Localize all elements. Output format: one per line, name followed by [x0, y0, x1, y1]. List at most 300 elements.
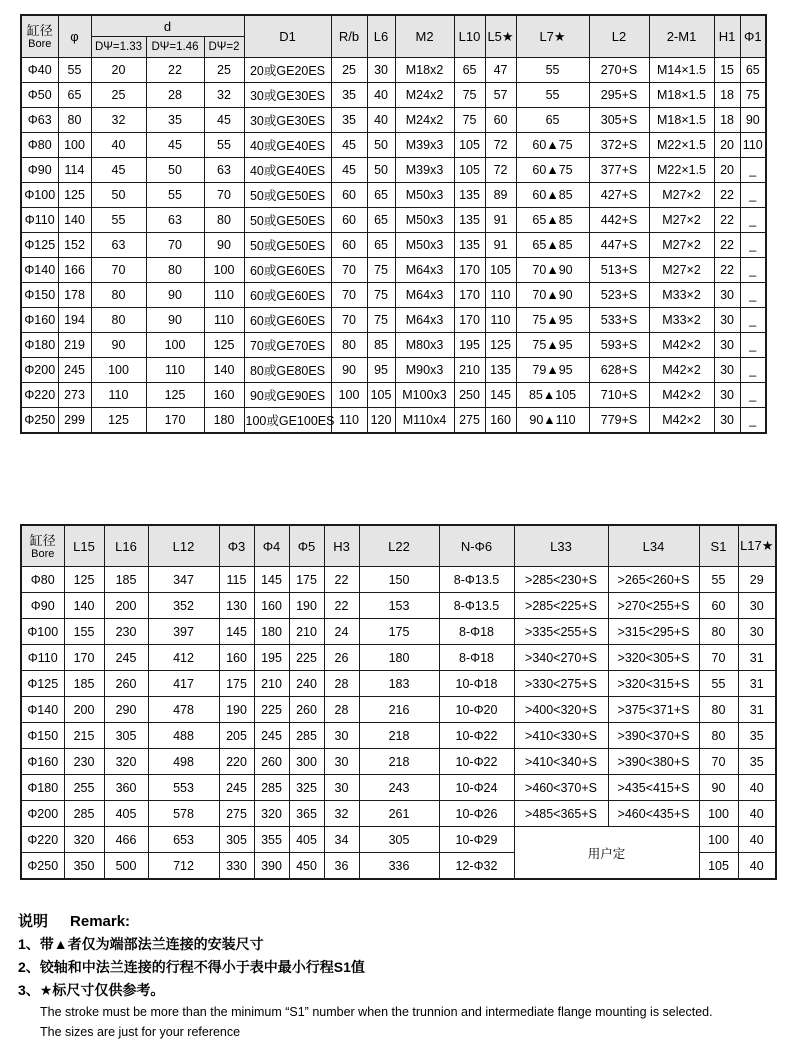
value-cell: 190 — [219, 697, 254, 723]
bore-cell: Φ150 — [21, 723, 64, 749]
spec-sheet-page — [0, 14, 790, 1039]
value-cell: 60或GE60ES — [244, 308, 331, 333]
value-cell: 40 — [367, 83, 395, 108]
table-row — [21, 749, 776, 775]
value-cell: 360 — [104, 775, 148, 801]
bore-label-en: Bore — [28, 38, 52, 50]
value-cell: 30 — [714, 283, 740, 308]
value-cell: 377+S — [589, 158, 649, 183]
value-cell: 60或GE60ES — [244, 258, 331, 283]
dimension-table-1 — [20, 14, 767, 434]
value-cell: M64x3 — [395, 308, 454, 333]
value-cell: 478 — [148, 697, 219, 723]
value-cell: 347 — [148, 567, 219, 593]
value-cell: 34 — [324, 827, 359, 853]
value-cell: 243 — [359, 775, 439, 801]
value-cell: M50x3 — [395, 233, 454, 258]
table2-header-l17: L17★ — [738, 525, 776, 567]
value-cell: 32 — [324, 801, 359, 827]
table2-header-l34: L34 — [608, 525, 699, 567]
value-cell: 40或GE40ES — [244, 133, 331, 158]
value-cell: 35 — [738, 723, 776, 749]
bore-cell: Φ200 — [21, 801, 64, 827]
value-cell: 91 — [485, 233, 516, 258]
value-cell: 8-Φ18 — [439, 619, 514, 645]
value-cell: >270<255+S — [608, 593, 699, 619]
value-cell: 125 — [146, 383, 204, 408]
value-cell: 230 — [64, 749, 104, 775]
value-cell: 336 — [359, 853, 439, 880]
value-cell: 120 — [367, 408, 395, 434]
value-cell: 110 — [204, 283, 244, 308]
value-cell: 200 — [64, 697, 104, 723]
value-cell: 10-Φ18 — [439, 671, 514, 697]
table1-header-d-2: DΨ=2 — [204, 37, 244, 58]
value-cell: 65 — [367, 183, 395, 208]
value-cell: 63 — [204, 158, 244, 183]
value-cell: 26 — [324, 645, 359, 671]
value-cell: 110 — [331, 408, 367, 434]
value-cell: 70 — [331, 308, 367, 333]
value-cell: M18×1.5 — [649, 83, 714, 108]
value-cell: 710+S — [589, 383, 649, 408]
value-cell: 498 — [148, 749, 219, 775]
table-row — [21, 358, 766, 383]
bore-cell: Φ160 — [21, 308, 58, 333]
value-cell: 533+S — [589, 308, 649, 333]
value-cell: 65 — [454, 58, 485, 83]
remark-item-3: 3、★标尺寸仅供参考。 — [18, 982, 165, 998]
table1-header-l10: L10 — [454, 15, 485, 58]
value-cell: M42×2 — [649, 333, 714, 358]
value-cell: 155 — [64, 619, 104, 645]
value-cell: 442+S — [589, 208, 649, 233]
value-cell: 32 — [204, 83, 244, 108]
value-cell: 100 — [58, 133, 91, 158]
bore-cell: Φ63 — [21, 108, 58, 133]
bore-cell: Φ250 — [21, 408, 58, 434]
value-cell: 170 — [454, 308, 485, 333]
value-cell: 30或GE30ES — [244, 108, 331, 133]
value-cell: M18×1.5 — [649, 108, 714, 133]
value-cell: 397 — [148, 619, 219, 645]
value-cell: 32 — [91, 108, 146, 133]
value-cell: 30或GE30ES — [244, 83, 331, 108]
table-row — [21, 283, 766, 308]
value-cell: 70 — [699, 749, 738, 775]
bore-cell: Φ220 — [21, 383, 58, 408]
table-row — [21, 619, 776, 645]
table-row — [21, 723, 776, 749]
table-row — [21, 645, 776, 671]
value-cell: 90 — [740, 108, 766, 133]
value-cell: 160 — [219, 645, 254, 671]
table1-header-d1: D1 — [244, 15, 331, 58]
value-cell: 170 — [146, 408, 204, 434]
value-cell: 500 — [104, 853, 148, 880]
value-cell: 75▲95 — [516, 333, 589, 358]
value-cell: 110 — [91, 383, 146, 408]
value-cell: 190 — [289, 593, 324, 619]
bore-cell: Φ200 — [21, 358, 58, 383]
value-cell: M18x2 — [395, 58, 454, 83]
value-cell: 30 — [714, 408, 740, 434]
table-row — [21, 233, 766, 258]
value-cell: M80x3 — [395, 333, 454, 358]
value-cell: 180 — [359, 645, 439, 671]
table1-header-rb: R/b — [331, 15, 367, 58]
table-row — [21, 801, 776, 827]
value-cell: >485<365+S — [514, 801, 608, 827]
value-cell: 20 — [714, 133, 740, 158]
value-cell: 72 — [485, 133, 516, 158]
value-cell: 90 — [91, 333, 146, 358]
value-cell: _ — [740, 183, 766, 208]
bore-cell: Φ125 — [21, 233, 58, 258]
table2-header-phi5: Φ5 — [289, 525, 324, 567]
value-cell: 105 — [367, 383, 395, 408]
remarks-title — [18, 910, 790, 933]
value-cell: 215 — [64, 723, 104, 749]
value-cell: 22 — [146, 58, 204, 83]
value-cell: 60 — [331, 233, 367, 258]
value-cell: >375<371+S — [608, 697, 699, 723]
table2-header-l33: L33 — [514, 525, 608, 567]
value-cell: 105 — [454, 133, 485, 158]
bore-cell: Φ90 — [21, 158, 58, 183]
bore-cell: Φ110 — [21, 208, 58, 233]
table1-header-2m1: 2-M1 — [649, 15, 714, 58]
value-cell: 55 — [146, 183, 204, 208]
value-cell: 22 — [714, 208, 740, 233]
value-cell: 405 — [289, 827, 324, 853]
value-cell: 95 — [367, 358, 395, 383]
value-cell: >265<260+S — [608, 567, 699, 593]
value-cell: 195 — [454, 333, 485, 358]
value-cell: 70 — [699, 645, 738, 671]
value-cell: 110 — [146, 358, 204, 383]
value-cell: >315<295+S — [608, 619, 699, 645]
table2-header-l22: L22 — [359, 525, 439, 567]
value-cell: >285<225+S — [514, 593, 608, 619]
value-cell: 60 — [331, 208, 367, 233]
value-cell: >410<330+S — [514, 723, 608, 749]
value-cell: 110 — [485, 283, 516, 308]
value-cell: 80 — [699, 697, 738, 723]
value-cell: 30 — [367, 58, 395, 83]
table2-header-l12: L12 — [148, 525, 219, 567]
value-cell: 22 — [714, 258, 740, 283]
value-cell: 55 — [516, 58, 589, 83]
value-cell: 22 — [324, 567, 359, 593]
table-row — [21, 383, 766, 408]
value-cell: 60 — [485, 108, 516, 133]
bore-label-cn: 缸径 — [26, 23, 53, 38]
value-cell: >340<270+S — [514, 645, 608, 671]
value-cell: 65 — [58, 83, 91, 108]
table-row — [21, 208, 766, 233]
value-cell: _ — [740, 208, 766, 233]
value-cell: 299 — [58, 408, 91, 434]
value-cell: 175 — [219, 671, 254, 697]
value-cell: 225 — [289, 645, 324, 671]
value-cell: 20 — [714, 158, 740, 183]
value-cell: 145 — [219, 619, 254, 645]
value-cell: 135 — [454, 233, 485, 258]
remarks-title-en: Remark: — [70, 913, 131, 930]
value-cell: M39x3 — [395, 158, 454, 183]
value-cell: 35 — [331, 83, 367, 108]
value-cell: 80或GE80ES — [244, 358, 331, 383]
value-cell: 135 — [454, 183, 485, 208]
bore-label-en: Bore — [31, 547, 55, 560]
value-cell: 20 — [91, 58, 146, 83]
value-cell: 60▲75 — [516, 133, 589, 158]
value-cell: 35 — [738, 749, 776, 775]
value-cell: 40 — [738, 827, 776, 853]
value-cell: 466 — [104, 827, 148, 853]
value-cell: 10-Φ22 — [439, 723, 514, 749]
remarks-section — [18, 910, 790, 1042]
value-cell: 355 — [254, 827, 289, 853]
value-cell: 135 — [454, 208, 485, 233]
value-cell: 513+S — [589, 258, 649, 283]
value-cell: 125 — [64, 567, 104, 593]
table2-header-s1: S1 — [699, 525, 738, 567]
value-cell: 185 — [104, 567, 148, 593]
value-cell: 8-Φ13.5 — [439, 567, 514, 593]
value-cell: 114 — [58, 158, 91, 183]
table-row — [21, 671, 776, 697]
value-cell: 305 — [359, 827, 439, 853]
value-cell: 273 — [58, 383, 91, 408]
value-cell: 194 — [58, 308, 91, 333]
bore-cell: Φ250 — [21, 853, 64, 880]
bore-cell: Φ100 — [21, 183, 58, 208]
value-cell: 36 — [324, 853, 359, 880]
value-cell: 593+S — [589, 333, 649, 358]
value-cell: 91 — [485, 208, 516, 233]
bore-cell: Φ180 — [21, 775, 64, 801]
value-cell: M100x3 — [395, 383, 454, 408]
table-row — [21, 333, 766, 358]
value-cell: 125 — [58, 183, 91, 208]
table1-body — [21, 58, 766, 434]
value-cell: 18 — [714, 83, 740, 108]
bore-cell: Φ140 — [21, 258, 58, 283]
bore-cell: Φ40 — [21, 58, 58, 83]
value-cell: 30 — [324, 723, 359, 749]
value-cell: 55 — [58, 58, 91, 83]
value-cell: 50 — [91, 183, 146, 208]
value-cell: 185 — [64, 671, 104, 697]
table1-header-l2: L2 — [589, 15, 649, 58]
value-cell: 25 — [91, 83, 146, 108]
value-cell: 105 — [485, 258, 516, 283]
value-cell: >285<230+S — [514, 567, 608, 593]
value-cell: 50 — [146, 158, 204, 183]
value-cell: 70▲90 — [516, 258, 589, 283]
value-cell: 55 — [91, 208, 146, 233]
value-cell: 50或GE50ES — [244, 183, 331, 208]
table1-header-d-146: DΨ=1.46 — [146, 37, 204, 58]
value-cell: 180 — [204, 408, 244, 434]
value-cell: 22 — [324, 593, 359, 619]
remark-item-2: 2、铰轴和中法兰连接的行程不得小于表中最小行程S1值 — [18, 959, 365, 975]
value-cell: 225 — [254, 697, 289, 723]
value-cell: 100 — [146, 333, 204, 358]
value-cell: 80 — [58, 108, 91, 133]
value-cell: 779+S — [589, 408, 649, 434]
value-cell: M64x3 — [395, 258, 454, 283]
value-cell: 55 — [204, 133, 244, 158]
value-cell: 553 — [148, 775, 219, 801]
table1-header-l7: L7★ — [516, 15, 589, 58]
value-cell: 195 — [254, 645, 289, 671]
value-cell: 90▲110 — [516, 408, 589, 434]
bore-cell: Φ150 — [21, 283, 58, 308]
remarks-title-cn: 说明 — [18, 913, 49, 930]
value-cell: 28 — [146, 83, 204, 108]
table-row — [21, 408, 766, 434]
value-cell: 170 — [454, 258, 485, 283]
table2-header-phi4: Φ4 — [254, 525, 289, 567]
value-cell: 175 — [359, 619, 439, 645]
value-cell: M42×2 — [649, 383, 714, 408]
value-cell: 40 — [738, 853, 776, 880]
value-cell: 47 — [485, 58, 516, 83]
value-cell: 65 — [740, 58, 766, 83]
value-cell: 150 — [359, 567, 439, 593]
value-cell: 75 — [367, 283, 395, 308]
value-cell: 295+S — [589, 83, 649, 108]
table-row — [21, 567, 776, 593]
remark-english-1: The stroke must be more than the minimum “S1” number when the trunnion and intermediate flange mounting is selected. — [40, 1005, 713, 1019]
value-cell: _ — [740, 258, 766, 283]
value-cell: 105 — [699, 853, 738, 880]
value-cell: 145 — [254, 567, 289, 593]
value-cell: 8-Φ13.5 — [439, 593, 514, 619]
value-cell: 412 — [148, 645, 219, 671]
value-cell: 175 — [289, 567, 324, 593]
value-cell: 712 — [148, 853, 219, 880]
value-cell: >335<255+S — [514, 619, 608, 645]
remark-english-2: The sizes are just for your reference — [40, 1025, 241, 1039]
value-cell: >320<315+S — [608, 671, 699, 697]
value-cell: 60▲75 — [516, 158, 589, 183]
value-cell: >390<370+S — [608, 723, 699, 749]
value-cell: 372+S — [589, 133, 649, 158]
value-cell: 180 — [254, 619, 289, 645]
value-cell: 140 — [204, 358, 244, 383]
value-cell: 70 — [204, 183, 244, 208]
value-cell: 130 — [219, 593, 254, 619]
value-cell: 100 — [331, 383, 367, 408]
value-cell: >320<305+S — [608, 645, 699, 671]
value-cell: 85▲105 — [516, 383, 589, 408]
table2-header-phi3: Φ3 — [219, 525, 254, 567]
value-cell: 85 — [367, 333, 395, 358]
value-cell: 240 — [289, 671, 324, 697]
table2-header-bore — [21, 525, 64, 567]
value-cell: 261 — [359, 801, 439, 827]
value-cell: _ — [740, 308, 766, 333]
value-cell: 30 — [738, 593, 776, 619]
value-cell: M24x2 — [395, 108, 454, 133]
value-cell: 90或GE90ES — [244, 383, 331, 408]
bore-cell: Φ160 — [21, 749, 64, 775]
value-cell: 75 — [454, 83, 485, 108]
value-cell: 125 — [204, 333, 244, 358]
value-cell: 170 — [454, 283, 485, 308]
value-cell: M50x3 — [395, 208, 454, 233]
value-cell: 653 — [148, 827, 219, 853]
value-cell: 89 — [485, 183, 516, 208]
value-cell: 417 — [148, 671, 219, 697]
value-cell: M110x4 — [395, 408, 454, 434]
value-cell: M42×2 — [649, 358, 714, 383]
value-cell: 55 — [699, 567, 738, 593]
value-cell: M24x2 — [395, 83, 454, 108]
value-cell: 330 — [219, 853, 254, 880]
value-cell: 40或GE40ES — [244, 158, 331, 183]
value-cell: 80 — [91, 308, 146, 333]
value-cell: 110 — [485, 308, 516, 333]
value-cell: 25 — [331, 58, 367, 83]
value-cell: 75 — [740, 83, 766, 108]
value-cell: 31 — [738, 645, 776, 671]
value-cell: 325 — [289, 775, 324, 801]
table1-header-d-group: d — [91, 15, 244, 37]
value-cell: 30 — [324, 775, 359, 801]
value-cell: 22 — [714, 233, 740, 258]
table-row — [21, 108, 766, 133]
value-cell: 63 — [91, 233, 146, 258]
value-cell: 183 — [359, 671, 439, 697]
value-cell: 250 — [454, 383, 485, 408]
value-cell: 10-Φ29 — [439, 827, 514, 853]
value-cell: 90 — [146, 308, 204, 333]
value-cell: 152 — [58, 233, 91, 258]
value-cell: 8-Φ18 — [439, 645, 514, 671]
value-cell: 285 — [289, 723, 324, 749]
value-cell: 135 — [485, 358, 516, 383]
value-cell: 260 — [254, 749, 289, 775]
value-cell: 24 — [324, 619, 359, 645]
value-cell: 28 — [324, 697, 359, 723]
value-cell: 216 — [359, 697, 439, 723]
value-cell: 285 — [254, 775, 289, 801]
value-cell: 100 — [699, 801, 738, 827]
value-cell: 260 — [104, 671, 148, 697]
value-cell: 100 — [699, 827, 738, 853]
value-cell: 45 — [146, 133, 204, 158]
table1-header-bore — [21, 15, 58, 58]
value-cell: M39x3 — [395, 133, 454, 158]
value-cell: 125 — [91, 408, 146, 434]
value-cell: 45 — [204, 108, 244, 133]
value-cell: 230 — [104, 619, 148, 645]
value-cell: 60▲85 — [516, 183, 589, 208]
value-cell: 60 — [699, 593, 738, 619]
bore-cell: Φ50 — [21, 83, 58, 108]
value-cell: 31 — [738, 697, 776, 723]
value-cell: 110 — [204, 308, 244, 333]
value-cell: 75▲95 — [516, 308, 589, 333]
value-cell: 60 — [331, 183, 367, 208]
value-cell: _ — [740, 158, 766, 183]
value-cell: 218 — [359, 723, 439, 749]
